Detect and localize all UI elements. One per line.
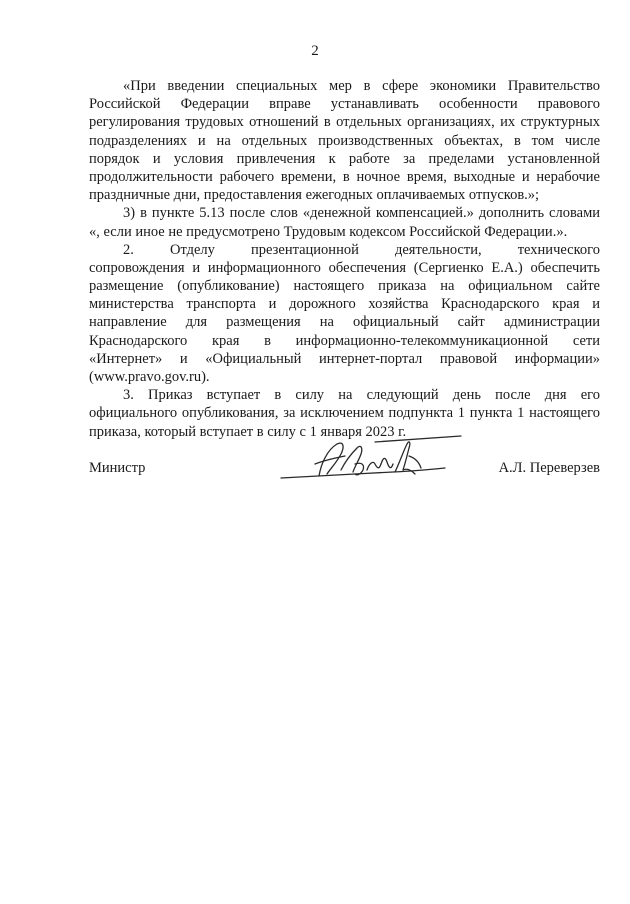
- text-line: регулирования трудовых отношений в отдельных организациях, их структурных: [89, 114, 600, 131]
- text-line: подразделениях и на отдельных производственных объектах, в том числе: [89, 132, 600, 149]
- handwritten-signature: [275, 434, 465, 494]
- page-number: 2: [311, 43, 319, 59]
- item-3-paragraph: [89, 386, 600, 441]
- text-line: порядок и условия привлечения к работе за пределами установленной: [89, 150, 600, 167]
- text-line: (www.pravo.gov.ru).: [89, 369, 210, 385]
- text-line: «Интернет» и «Официальный интернет-портал правовой информации»: [89, 350, 600, 367]
- text-line: размещение (опубликование) настоящего приказа на официальном сайте: [89, 278, 600, 295]
- amendment-paragraph: [89, 204, 600, 240]
- text-line: «При введении специальных мер в сфере экономики Правительство: [123, 78, 600, 94]
- text-line: 3) в пункте 5.13 после слов «денежной компенсацией.» дополнить словами: [123, 205, 600, 222]
- text-line: «, если иное не предусмотрено Трудовым кодексом Российской Федерации.».: [89, 223, 568, 240]
- text-line: министерства транспорта и дорожного хозяйства Краснодарского края и: [89, 296, 600, 313]
- text-line: направление для размещения на официальный сайт администрации: [89, 314, 600, 331]
- text-line: сопровождения и информационного обеспечения (Сергиенко Е.А.) обеспечить: [89, 259, 600, 276]
- text-line: Российской Федерации вправе устанавливать особенности правового: [89, 96, 600, 113]
- text-line: праздничные дни, предоставления ежегодных оплачиваемых отпусков.»;: [89, 187, 540, 204]
- text-line: 3. Приказ вступает в силу на следующий день после дня его: [123, 387, 600, 404]
- signatory-title: Министр: [89, 460, 146, 476]
- document-body: [89, 77, 600, 441]
- signatory-name: А.Л. Переверзев: [498, 460, 600, 476]
- text-line: Краснодарского края в информационно-телекоммуникационной сети: [89, 332, 600, 349]
- item-2-paragraph: [89, 241, 600, 387]
- signature-block: [89, 440, 600, 500]
- text-line: приказа, который вступает в силу с 1 января 2023 г.: [89, 423, 407, 440]
- text-line: продолжительности рабочего времени, в ночное время, выходные и нерабочие: [89, 168, 600, 185]
- quoted-paragraph: [89, 77, 600, 204]
- text-line: официального опубликования, за исключением подпункта 1 пункта 1 настоящего: [89, 405, 600, 422]
- text-line: 2. Отделу презентационной деятельности, технического: [123, 241, 600, 258]
